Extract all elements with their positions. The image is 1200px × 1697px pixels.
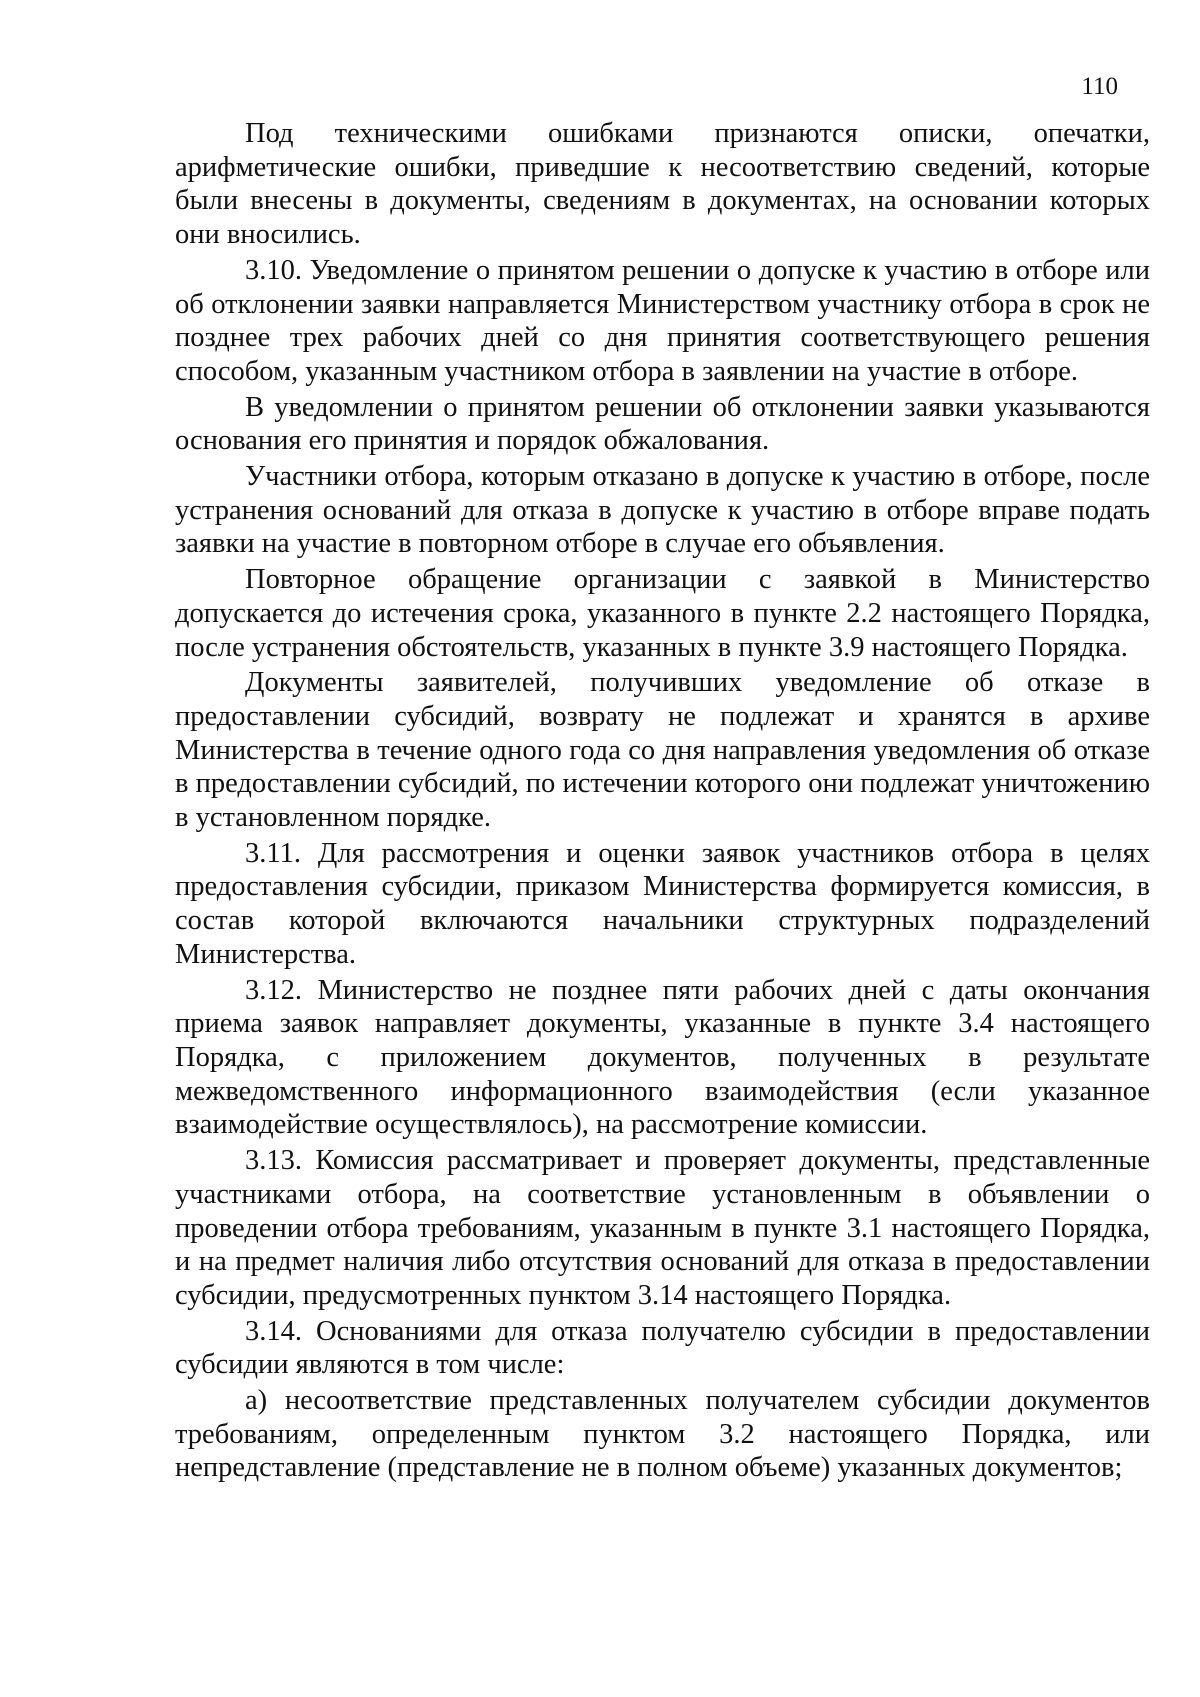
paragraph-documents-archive: Документы заявителей, получивших уведомление об отказе в предоставлении субсидий, возврату не подлежат и хранятся в архиве Министерства в течение одного года со дня направления уведомления об отказе в предоставлении субсидий, по истечении которого они подлежат уничтожению в установленном порядке. [175, 667, 1150, 834]
paragraph-3-11: 3.11. Для рассмотрения и оценки заявок участников отбора в целях предоставления субсидии, приказом Министерства формируется комиссия, в состав которой включаются начальники структурных подразделений Министерства. [175, 837, 1150, 970]
paragraph-repeat-application: Повторное обращение организации с заявкой в Министерство допускается до истечения срока, указанного в пункте 2.2 настоящего Порядка, после устранения обстоятельств, указанных в пункте 3.9 настоящего Порядка. [175, 564, 1150, 663]
paragraph-3-14-a: а) несоответствие представленных получателем субсидии документов требованиям, определенным пунктом 3.2 настоящего Порядка, или непредставление (представление не в полном объеме) указанных документов; [175, 1385, 1150, 1484]
paragraph-3-12: 3.12. Министерство не позднее пяти рабочих дней с даты окончания приема заявок направляет документы, указанные в пункте 3.4 настоящего Порядка, с приложением документов, полученных в результате межведомственного информационного взаимодействия (если указанное взаимодействие осуществлялось), на рассмотрение комиссии. [175, 974, 1150, 1141]
paragraph-repeat-selection: Участники отбора, которым отказано в допуске к участию в отборе, после устранения оснований для отказа в допуске к участию в отборе вправе подать заявки на участие в повторном отборе в случае его объявления. [175, 461, 1150, 560]
paragraph-3-10: 3.10. Уведомление о принятом решении о допуске к участию в отборе или об отклонении заявки направляется Министерством участнику отбора в срок не позднее трех рабочих дней со дня принятия соответствующего решения способом, указанным участником отбора в заявлении на участие в отборе. [175, 254, 1150, 387]
paragraph-3-13: 3.13. Комиссия рассматривает и проверяет документы, представленные участниками отбора, на соответствие установленным в объявлении о проведении отбора требованиям, указанным в пункте 3.1 настоящего Порядка, и на предмет наличия либо отсутствия оснований для отказа в предоставлении субсидии, предусмотренных пунктом 3.14 настоящего Порядка. [175, 1145, 1150, 1311]
paragraph-rejection-notice: В уведомлении о принятом решении об отклонении заявки указываются основания его принятия и порядок обжалования. [175, 391, 1150, 457]
document-body [175, 117, 1150, 1487]
paragraph-3-14: 3.14. Основаниями для отказа получателю субсидии в предоставлении субсидии являются в том числе: [175, 1315, 1150, 1381]
page-number: 110 [1081, 73, 1118, 100]
paragraph-technical-errors: Под техническими ошибками признаются описки, опечатки, арифметические ошибки, приведшие к несоответствию сведений, которые были внесены в документы, сведениям в документах, на основании которых они вносились. [175, 118, 1150, 251]
